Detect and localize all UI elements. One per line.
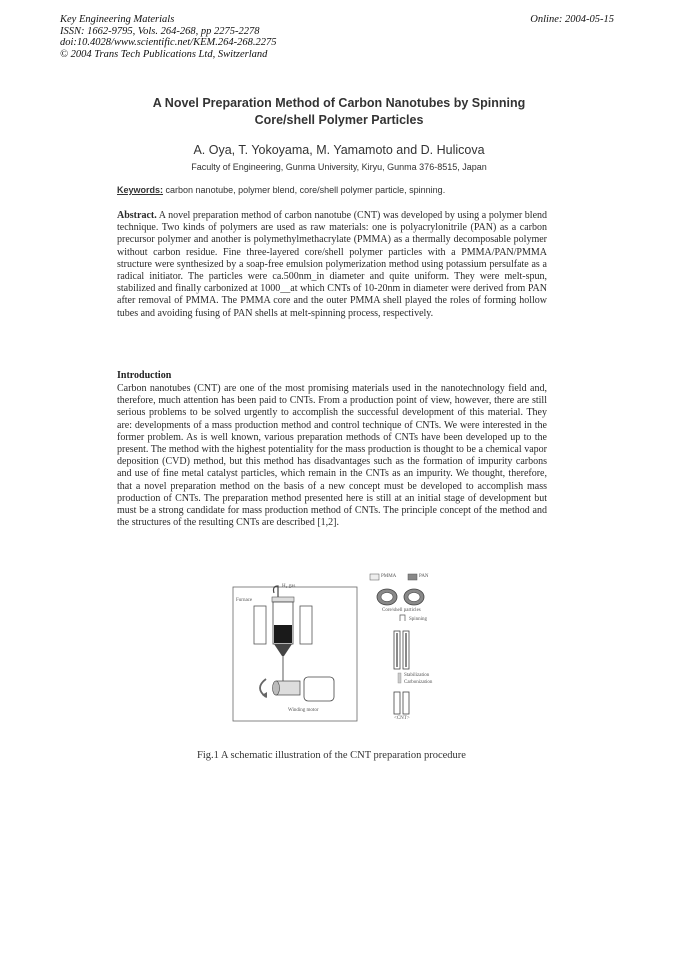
process-arrow-shaft [398,673,401,683]
winding-motor [304,677,334,701]
intro-heading: Introduction [117,370,172,381]
paper-title [40,95,638,129]
keywords-label: Keywords: [117,185,164,195]
title-line-2: Core/shell Polymer Particles [254,113,424,127]
issn-line: ISSN: 1662-9795, Vols. 264-268, pp 2275-2278 [60,25,260,37]
particles-label: Core/shell particles [382,608,421,613]
title-line-1: A Novel Preparation Method of Carbon Nanotubes by Spinning [152,96,526,110]
figure-caption: Fig.1 A schematic illustration of the CNT preparation procedure [197,750,466,761]
figure-drawing [232,573,442,723]
particle-inner-1 [381,593,393,602]
spun-fiber-1-core [396,633,398,667]
intro-text: Carbon nanotubes (CNT) are one of the most promising materials used in the nanotechnology field and, therefore, much attention has been paid to CNTs. From a production point of view, however, there are still serious problems to be solved urgently to accomplish the successful development of this material. They are: developments of a mass production method and control technique of CNTs. We were interested in the former problem. As is well known, various preparation methods of CNTs have been developed up to the present. The method with the highest potentiality for the mass production is thought to be a chemical vapor deposition (CVD) method, but this method has disadvantages such as the formation of impurity carbons and use of fine metal catalyst particles, which remain in the CNTs as an impurity. We thought, therefore, that a novel preparation method on the basis of a new concept must be developed to accomplish mass production of CNTs. The preparation method presented here is still at an initial stage of development but must be a strong candidate for mass production method of CNTs. The principle concept of the method and the structures of the resulting CNTs are described [1,2]. [117,383,547,529]
affiliation: Faculty of Engineering, Gunma University, Kiryu, Gunma 376-8515, Japan [191,162,487,172]
figure-1 [232,573,442,723]
abstract-label: Abstract. [117,210,157,221]
particle-inner-2 [408,593,420,602]
cnt-label: <CNT> [394,716,410,721]
drum-end [273,681,280,695]
pan-legend-swatch [408,574,417,580]
furnace-right-block [300,606,312,644]
authors: A. Oya, T. Yokoyama, M. Yamamoto and D. Hulicova [193,143,485,157]
cnt-tube-2 [403,692,409,714]
spinning-label: Spinning [409,617,428,622]
keywords [117,185,445,195]
doi-line: doi:10.4028/www.scientific.net/KEM.264-268.2275 [60,37,277,48]
spinneret [274,644,292,656]
polymer-melt [274,625,292,643]
motor-label: Winding motor [288,708,319,713]
copyright-line: © 2004 Trans Tech Publications Ltd, Switzerland [60,48,268,60]
stabilization-label: Stabilization [404,673,430,678]
carbonization-label: Carbonization [404,680,433,685]
online-date: Online: 2004-05-15 [530,14,614,25]
apparatus-frame [233,587,357,721]
h2-gas-label: H₂ gas [282,584,296,589]
journal-header [60,14,277,60]
legend-pan: PAN [419,574,429,579]
keywords-text: carbon nanotube, polymer blend, core/shell polymer particle, spinning. [165,185,446,195]
journal-name: Key Engineering Materials [60,14,175,25]
legend-pmma: PMMA [381,574,397,579]
spun-fiber-2-core [405,633,407,667]
furnace-label: Furnace [236,598,253,603]
spinning-arrow [400,615,405,621]
furnace-left-block [254,606,266,644]
pmma-legend-swatch [370,574,379,580]
gas-inlet-head [272,597,294,602]
abstract-text: A novel preparation method of carbon nanotube (CNT) was developed by using a polymer blend technique. Two kinds of polymers are used as raw materials: one is polyacrylonitrile (PAN) as a carbon precursor polymer and another is polymethylmethacrylate (PMMA) as a thermally decomposable polymer without carbon residue. Fine three-layered core/shell polymer particles with a PMMA/PAN/PMMA structure were synthesized by a soap-free emulsion polymerization method using potassium persulfate as a radical initiator. The particles were ca.500nm_in diameter and quite uniform. They were melt-spun, stabilized and finally carbonized at 1000__at which CNTs of 10-20nm in diameter were derived from PAN after removal of PMMA. The PMMA core and the outer PMMA shell played the roles of forming hollow tubes and avoiding fusing of PAN shells at melt-spinning process, respectively. [117,210,548,319]
cnt-tube-1 [394,692,400,714]
abstract [117,210,547,320]
